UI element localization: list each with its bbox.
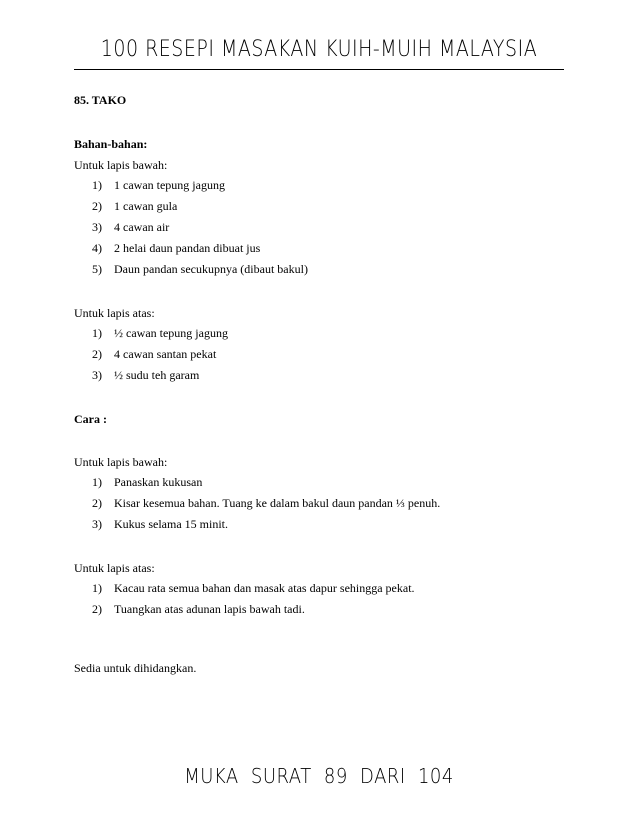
method-top-label: Untuk lapis atas:	[74, 561, 155, 575]
list-text: Panaskan kukusan	[114, 475, 203, 489]
list-text: 1 cawan gula	[114, 199, 178, 213]
list-number: 3)	[92, 517, 102, 531]
list-number: 2)	[92, 496, 102, 510]
list-number: 2)	[92, 602, 102, 616]
list-text: ½ cawan tepung jagung	[114, 326, 228, 340]
ingredients-top-label: Untuk lapis atas:	[74, 306, 155, 320]
ingredients-bottom-list	[74, 178, 574, 277]
list-item	[74, 326, 574, 341]
list-text: Kisar kesemua bahan. Tuang ke dalam bakul daun pandan ⅓ penuh.	[114, 496, 441, 510]
list-text: 4 cawan air	[114, 220, 170, 234]
list-item	[74, 581, 574, 596]
list-number: 1)	[92, 475, 102, 489]
list-item	[74, 475, 574, 490]
list-text: Kukus selama 15 minit.	[114, 517, 228, 531]
list-item	[74, 178, 574, 193]
list-number: 5)	[92, 262, 102, 276]
list-item	[74, 347, 574, 362]
list-item	[74, 241, 574, 256]
method-heading: Cara :	[74, 412, 107, 426]
serving-note: Sedia untuk dihidangkan.	[74, 661, 197, 675]
list-text: ½ sudu teh garam	[114, 368, 200, 382]
header-divider	[74, 69, 564, 70]
list-number: 1)	[92, 581, 102, 595]
list-item	[74, 262, 574, 277]
list-number: 1)	[92, 178, 102, 192]
list-text: Daun pandan secukupnya (dibaut bakul)	[114, 262, 308, 276]
ingredients-top-list	[74, 326, 574, 383]
list-item	[74, 199, 574, 214]
page-header-title: 100 RESEPI MASAKAN KUIH-MUIH MALAYSIA	[100, 36, 538, 62]
list-text: 4 cawan santan pekat	[114, 347, 217, 361]
list-item	[74, 220, 574, 235]
page-footer: MUKA SURAT 89 DARI 104	[184, 764, 454, 789]
list-item	[74, 517, 574, 532]
list-text: Tuangkan atas adunan lapis bawah tadi.	[114, 602, 305, 616]
list-number: 4)	[92, 241, 102, 255]
list-item	[74, 368, 574, 383]
list-number: 3)	[92, 220, 102, 234]
method-bottom-label: Untuk lapis bawah:	[74, 455, 168, 469]
method-top-list	[74, 581, 574, 617]
list-item	[74, 496, 574, 511]
list-text: Kacau rata semua bahan dan masak atas dapur sehingga pekat.	[114, 581, 415, 595]
ingredients-bottom-label: Untuk lapis bawah:	[74, 158, 168, 172]
recipe-content	[74, 93, 574, 676]
list-number: 2)	[92, 347, 102, 361]
recipe-title: 85. TAKO	[74, 93, 127, 107]
list-item	[74, 602, 574, 617]
list-text: 2 helai daun pandan dibuat jus	[114, 241, 261, 255]
list-number: 2)	[92, 199, 102, 213]
list-number: 3)	[92, 368, 102, 382]
list-number: 1)	[92, 326, 102, 340]
ingredients-heading: Bahan-bahan:	[74, 137, 148, 151]
method-bottom-list	[74, 475, 574, 532]
list-text: 1 cawan tepung jagung	[114, 178, 225, 192]
